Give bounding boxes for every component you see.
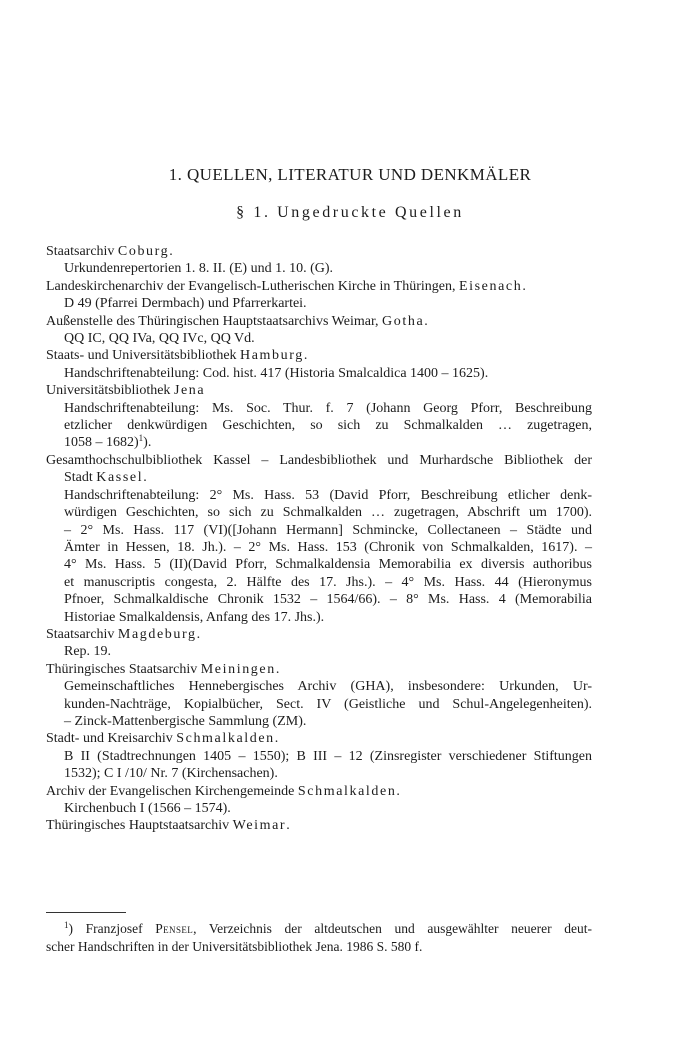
source-entry bbox=[46, 783, 592, 818]
place-name: Magdeburg bbox=[117, 626, 197, 642]
entry-detail: etzlicher denkwürdigen Geschichten, so sich zu Schmalkalden … zugetragen, bbox=[64, 418, 592, 434]
entry-detail: Handschriftenabteilung: Cod. hist. 417 (Historia Smalcaldica 1400 – 1625). bbox=[64, 365, 489, 381]
entry-detail: Historiae Smalkaldensis, Anfang des 17. Jhs.). bbox=[64, 609, 325, 625]
entry-detail: Kirchenbuch I (1566 – 1574). bbox=[64, 801, 231, 816]
source-entry bbox=[46, 382, 592, 452]
entry-detail: B II (Stadtrechnungen 1405 – 1550); B III – 12 (Zinsregister verschiedener Stiftungen bbox=[64, 748, 592, 764]
section-title: § 1. Ungedruckte Quellen bbox=[236, 204, 464, 221]
place-name: Jena bbox=[173, 383, 206, 399]
entry-detail: Handschriftenabteilung: Ms. Soc. Thur. f. 7 (Johann Georg Pforr, Beschreibung bbox=[64, 400, 592, 416]
entry-detail: würdigen Geschichten, so sich zu Schmalkalden … zugetragen, Abschrift um 1700). bbox=[64, 505, 592, 521]
entry-heading: Archiv der Evangelischen Kirchengemeinde Schmalkalden. bbox=[46, 783, 400, 799]
entry-heading: Stadt- und Kreisarchiv Schmalkalden. bbox=[46, 731, 279, 747]
chapter-title: 1. QUELLEN, LITERATUR UND DENKMÄLER bbox=[168, 165, 532, 184]
entry-detail: 1058 – 1682)$^1$). bbox=[64, 433, 152, 451]
entry-heading: Staatsarchiv Magdeburg. bbox=[46, 626, 201, 642]
source-entry bbox=[46, 817, 592, 834]
entry-heading: Staatsarchiv Coburg. bbox=[46, 244, 173, 259]
entry-detail: D 49 (Pfarrei Dermbach) und Pfarrerkartei. bbox=[64, 296, 307, 312]
author-surname: Pensel bbox=[155, 921, 194, 936]
source-entry bbox=[46, 661, 592, 731]
place-name: Kassel bbox=[96, 470, 144, 486]
entry-detail: Rep. 19. bbox=[64, 644, 112, 660]
entry-detail: QQ IC, QQ IVa, QQ IVc, QQ Vd. bbox=[64, 331, 255, 347]
entry-detail: 1532); C I /10/ Nr. 7 (Kirchensachen). bbox=[64, 766, 278, 782]
entry-detail: – Zinck-Mattenbergische Sammlung (ZM). bbox=[64, 713, 307, 729]
footnote-line: $^1$) Franzjosef Pensel, Verzeichnis der altdeutschen und ausgewählter neuerer deut- bbox=[64, 920, 592, 936]
source-entry bbox=[46, 278, 592, 313]
source-entry bbox=[46, 347, 592, 382]
source-entry bbox=[46, 243, 592, 278]
entry-heading: Universitätsbibliothek Jena bbox=[46, 383, 206, 399]
entry-heading: Thüringisches Staatsarchiv Meiningen. bbox=[46, 661, 280, 677]
entry-detail: Pfnoer, Schmalkaldische Chronik 1532 – 1564/66). – 8° Ms. Hass. 4 (Memorabilia bbox=[64, 592, 592, 608]
place-name: Eisenach bbox=[458, 278, 523, 294]
footnote-marker: 1 bbox=[64, 920, 69, 930]
entry-detail: et manuscriptis congesta, 2. Hälfte des 17. Jhs.). – 4° Ms. Hass. 44 (Hieronymus bbox=[64, 574, 592, 590]
entry-detail: – 2° Ms. Hass. 117 (VI)([Johann Hermann] Schmincke, Collectaneen – Städte und bbox=[64, 522, 592, 538]
place-name: Meiningen bbox=[200, 661, 276, 677]
entry-heading: Thüringisches Hauptstaatsarchiv Weimar. bbox=[46, 818, 290, 834]
source-list bbox=[46, 243, 592, 835]
entry-detail: Handschriftenabteilung: 2° Ms. Hass. 53 (David Pforr, Beschreibung etlicher denk- bbox=[64, 487, 592, 503]
source-entry bbox=[46, 313, 592, 348]
source-entry bbox=[46, 626, 592, 661]
source-entry bbox=[46, 452, 592, 626]
entry-heading: Gesamthochschulbibliothek Kassel – Landesbibliothek und Murhardsche Bibliothek der bbox=[46, 452, 592, 468]
entry-heading: Landeskirchenarchiv der Evangelisch-Lutherischen Kirche in Thüringen, Eisenach. bbox=[46, 278, 526, 294]
entry-heading: Staats- und Universitätsbibliothek Hamburg. bbox=[46, 348, 308, 364]
entry-heading: Außenstelle des Thüringischen Hauptstaatsarchivs Weimar, Gotha. bbox=[46, 313, 428, 329]
place-name: Gotha bbox=[382, 313, 425, 329]
footnote bbox=[46, 920, 592, 956]
source-entry bbox=[46, 730, 592, 782]
footnote-line: scher Handschriften in der Universitätsbibliothek Jena. 1986 S. 580 f. bbox=[46, 939, 423, 954]
entry-detail: Gemeinschaftliches Hennebergisches Archiv (GHA), insbesondere: Urkunden, Ur- bbox=[64, 679, 592, 695]
entry-detail: kunden-Nachträge, Kopialbücher, Sect. IV (Geistliche und Schul-Angelegenheiten). bbox=[64, 696, 592, 712]
place-name: Schmalkalden bbox=[176, 731, 275, 747]
footnote-reference: 1 bbox=[138, 433, 144, 444]
place-name: Hamburg bbox=[240, 348, 304, 364]
entry-detail: Urkundenrepertorien 1. 8. II. (E) und 1. 10. (G). bbox=[64, 261, 334, 277]
footnote-divider bbox=[46, 912, 126, 913]
entry-detail: 4° Ms. Hass. 5 (II)(David Pforr, Schmalkaldensia Memorabilia ex diversis authoribus bbox=[64, 557, 592, 573]
entry-heading-continued: Stadt Kassel. bbox=[64, 470, 147, 486]
place-name: Schmalkalden bbox=[297, 783, 397, 799]
entry-detail: Ämter in Hessen, 18. Jh.). – 2° Ms. Hass. 153 (Chronik von Schmalkalden, 1617). – bbox=[64, 539, 592, 555]
place-name: Coburg bbox=[117, 244, 170, 259]
place-name: Weimar bbox=[232, 818, 287, 834]
